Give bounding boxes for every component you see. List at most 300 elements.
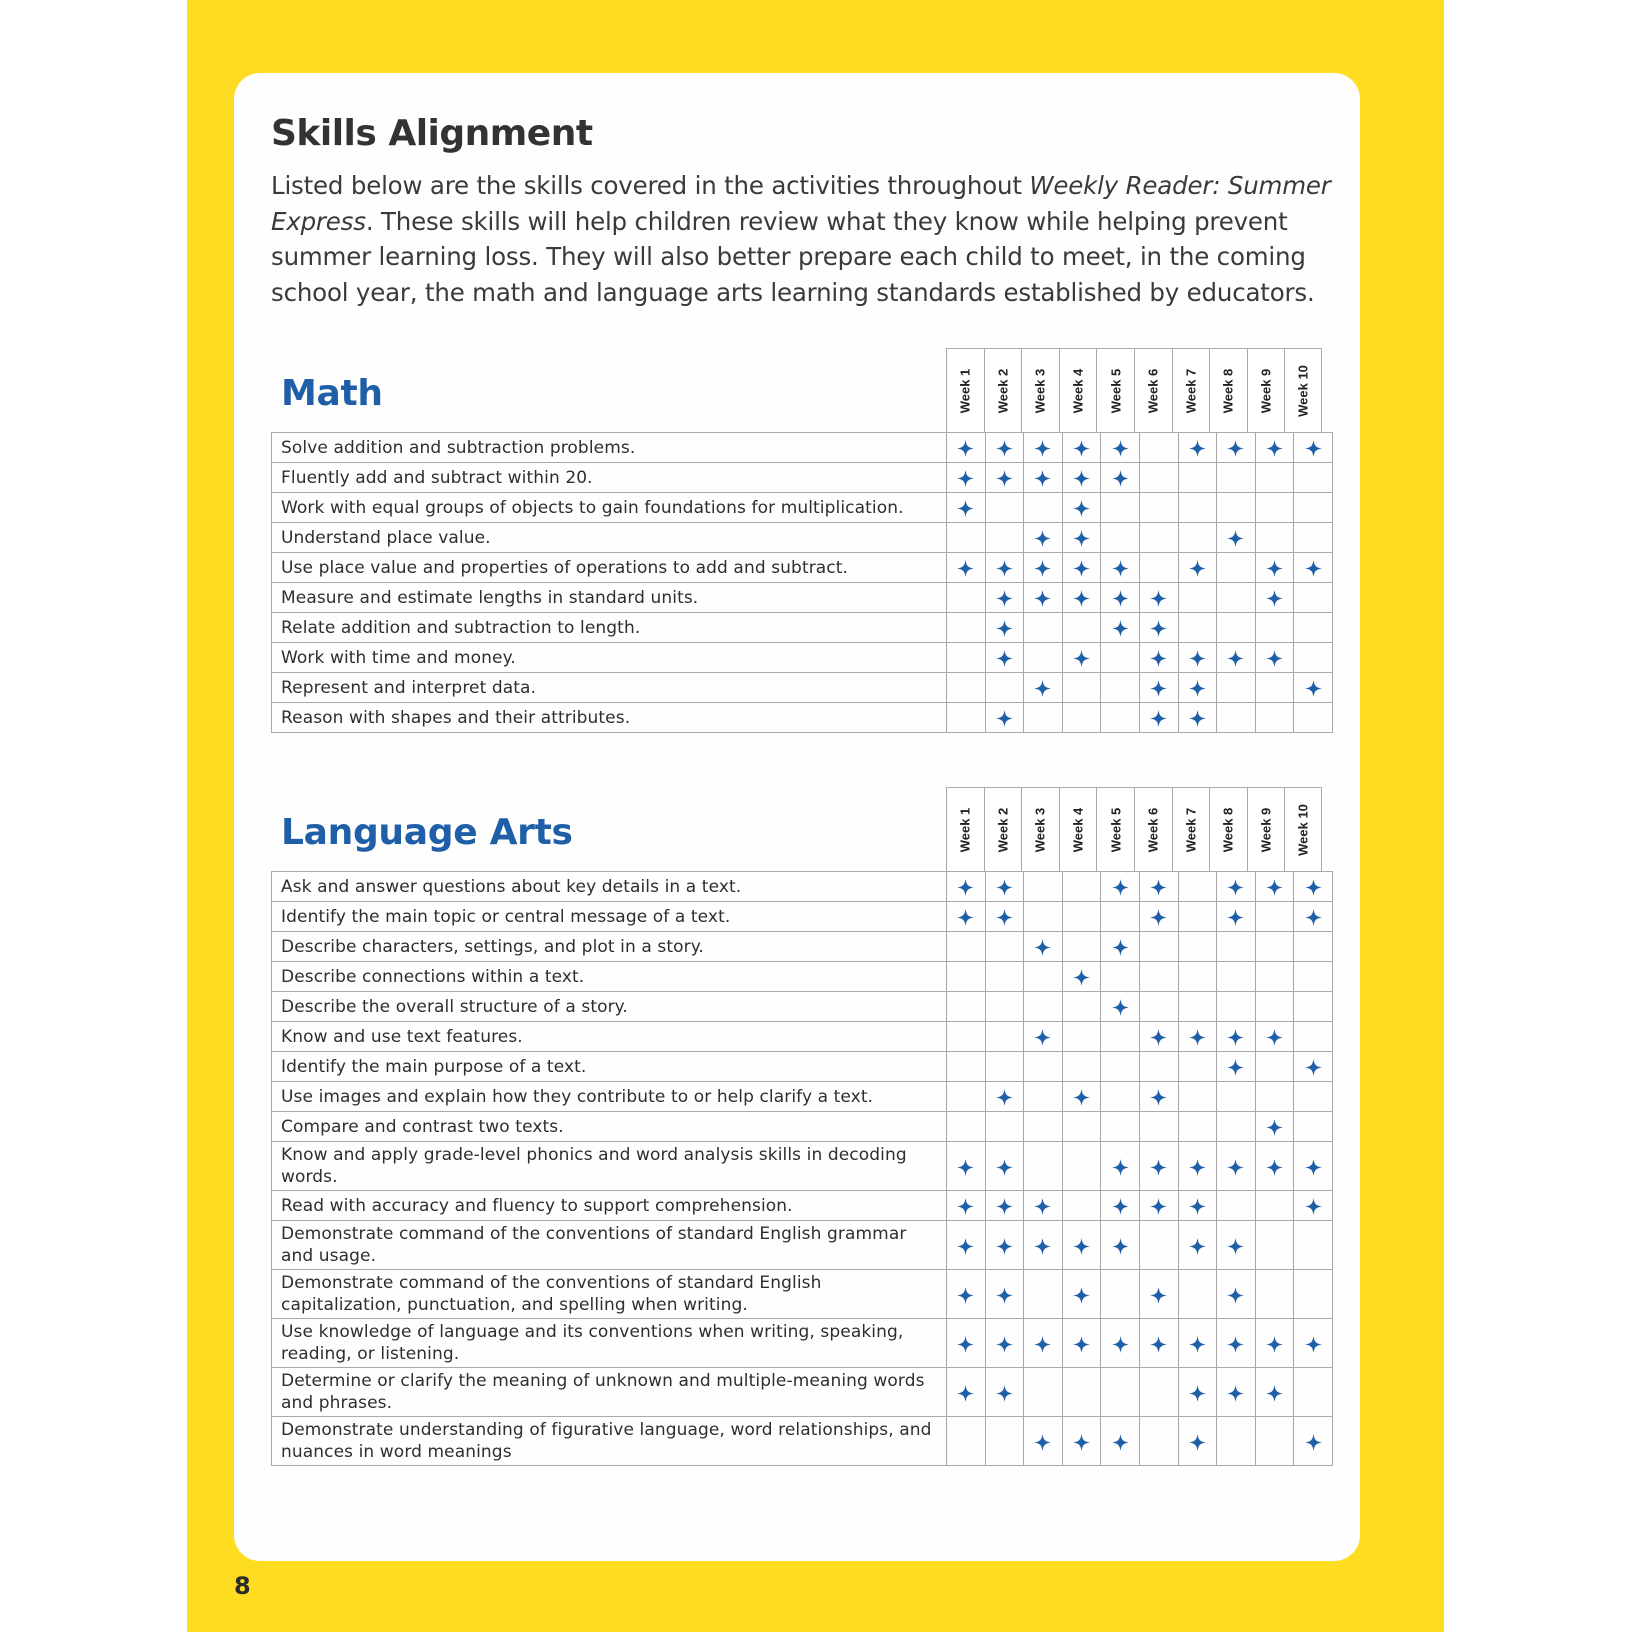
week-cell	[985, 1270, 1024, 1319]
week-cell	[985, 613, 1024, 643]
four-point-star-icon	[1112, 1336, 1129, 1353]
week-cell	[1062, 872, 1101, 902]
week-cell	[1139, 673, 1178, 703]
four-point-star-icon	[1305, 1336, 1322, 1353]
week-cell	[1024, 1221, 1063, 1270]
week-cell	[1255, 493, 1294, 523]
week-header-label: Week 3	[1032, 807, 1048, 852]
four-point-star-icon	[1305, 1434, 1322, 1451]
week-cell	[1255, 553, 1294, 583]
four-point-star-icon	[996, 560, 1013, 577]
four-point-star-icon	[1305, 560, 1322, 577]
four-point-star-icon	[1073, 650, 1090, 667]
four-point-star-icon	[1189, 440, 1206, 457]
table-row	[272, 962, 1333, 992]
week-cell	[947, 1368, 986, 1417]
week-cell	[1178, 992, 1217, 1022]
four-point-star-icon	[1189, 560, 1206, 577]
week-cell	[1139, 1082, 1178, 1112]
skill-label: Reason with shapes and their attributes.	[272, 703, 947, 733]
week-cell	[1178, 902, 1217, 932]
four-point-star-icon	[957, 470, 974, 487]
week-cell	[1217, 583, 1256, 613]
week-cell	[1294, 643, 1333, 673]
four-point-star-icon	[1150, 1029, 1167, 1046]
week-cell	[1178, 1142, 1217, 1191]
four-point-star-icon	[996, 1336, 1013, 1353]
week-cell	[1178, 1417, 1217, 1466]
table-row	[272, 643, 1333, 673]
four-point-star-icon	[957, 500, 974, 517]
skill-label: Demonstrate understanding of figurative language, word relationships, and nuances in word meanings	[272, 1417, 947, 1466]
week-cell	[1255, 1082, 1294, 1112]
four-point-star-icon	[1073, 560, 1090, 577]
week-cell	[947, 1142, 986, 1191]
week-cell	[1294, 1082, 1333, 1112]
week-cell	[1024, 1270, 1063, 1319]
week-cell	[947, 583, 986, 613]
four-point-star-icon	[1150, 909, 1167, 926]
week-cell	[1217, 902, 1256, 932]
week-cell	[1062, 703, 1101, 733]
skill-label: Describe connections within a text.	[272, 962, 947, 992]
four-point-star-icon	[1150, 1198, 1167, 1215]
week-cell	[1062, 1191, 1101, 1221]
week-cell	[1024, 1112, 1063, 1142]
week-cell	[1178, 703, 1217, 733]
four-point-star-icon	[996, 1287, 1013, 1304]
week-cell	[1217, 1142, 1256, 1191]
table-row	[272, 703, 1333, 733]
week-cell	[985, 1142, 1024, 1191]
four-point-star-icon	[1034, 1198, 1051, 1215]
skill-label: Identify the main topic or central message of a text.	[272, 902, 947, 932]
week-cell	[985, 433, 1024, 463]
week-cell	[1294, 1368, 1333, 1417]
week-column-headers	[946, 787, 1322, 871]
week-cell	[1101, 1191, 1140, 1221]
table-row	[272, 1368, 1333, 1417]
four-point-star-icon	[1150, 680, 1167, 697]
week-cell	[1101, 553, 1140, 583]
four-point-star-icon	[1266, 650, 1283, 667]
week-cell	[1062, 1022, 1101, 1052]
four-point-star-icon	[996, 590, 1013, 607]
week-cell	[985, 1368, 1024, 1417]
math-skills-table	[271, 432, 1333, 733]
week-cell	[985, 992, 1024, 1022]
week-cell	[1101, 613, 1140, 643]
four-point-star-icon	[1266, 1336, 1283, 1353]
skill-label: Know and apply grade-level phonics and word analysis skills in decoding words.	[272, 1142, 947, 1191]
four-point-star-icon	[1227, 1059, 1244, 1076]
skill-label: Demonstrate command of the conventions of standard English grammar and usage.	[272, 1221, 947, 1270]
four-point-star-icon	[1227, 1159, 1244, 1176]
week-cell	[1217, 433, 1256, 463]
week-cell	[947, 493, 986, 523]
four-point-star-icon	[1266, 879, 1283, 896]
week-cell	[1062, 992, 1101, 1022]
week-cell	[1024, 523, 1063, 553]
week-cell	[1101, 1142, 1140, 1191]
intro-text-start: Listed below are the skills covered in the activities throughout	[271, 171, 1030, 200]
week-header-label: Week 4	[1070, 807, 1086, 852]
table-row	[272, 932, 1333, 962]
week-cell	[1255, 1368, 1294, 1417]
week-cell	[1101, 962, 1140, 992]
week-cell	[1217, 1022, 1256, 1052]
four-point-star-icon	[1112, 999, 1129, 1016]
four-point-star-icon	[996, 1385, 1013, 1402]
table-row	[272, 1221, 1333, 1270]
four-point-star-icon	[1305, 1059, 1322, 1076]
week-header	[984, 787, 1022, 871]
week-cell	[1294, 1270, 1333, 1319]
week-cell	[1101, 1221, 1140, 1270]
four-point-star-icon	[1189, 1029, 1206, 1046]
week-cell	[1101, 1270, 1140, 1319]
week-cell	[1294, 1022, 1333, 1052]
four-point-star-icon	[957, 879, 974, 896]
table-row	[272, 992, 1333, 1022]
week-cell	[1139, 553, 1178, 583]
four-point-star-icon	[1150, 710, 1167, 727]
week-cell	[1024, 992, 1063, 1022]
week-cell	[1217, 1191, 1256, 1221]
week-cell	[1294, 1052, 1333, 1082]
week-cell	[985, 643, 1024, 673]
week-cell	[1178, 1022, 1217, 1052]
week-cell	[1217, 1082, 1256, 1112]
week-cell	[1139, 433, 1178, 463]
four-point-star-icon	[1305, 680, 1322, 697]
week-cell	[1178, 433, 1217, 463]
week-cell	[985, 703, 1024, 733]
week-cell	[1294, 1142, 1333, 1191]
week-cell	[1062, 1270, 1101, 1319]
table-row	[272, 1319, 1333, 1368]
week-cell	[947, 553, 986, 583]
language-arts-section	[271, 787, 1322, 1466]
week-cell	[1024, 932, 1063, 962]
skill-label: Ask and answer questions about key details in a text.	[272, 872, 947, 902]
week-cell	[1294, 583, 1333, 613]
four-point-star-icon	[996, 1089, 1013, 1106]
week-cell	[1178, 872, 1217, 902]
week-cell	[947, 1052, 986, 1082]
four-point-star-icon	[1189, 1336, 1206, 1353]
week-cell	[1062, 1221, 1101, 1270]
four-point-star-icon	[1227, 1287, 1244, 1304]
week-cell	[1139, 962, 1178, 992]
week-cell	[1062, 1142, 1101, 1191]
four-point-star-icon	[1150, 650, 1167, 667]
week-cell	[1178, 1112, 1217, 1142]
four-point-star-icon	[1112, 939, 1129, 956]
week-cell	[1062, 583, 1101, 613]
week-cell	[985, 1221, 1024, 1270]
skill-label: Use images and explain how they contribute to or help clarify a text.	[272, 1082, 947, 1112]
language-arts-header	[271, 787, 1322, 871]
week-cell	[1139, 1319, 1178, 1368]
week-cell	[1139, 1221, 1178, 1270]
week-header-label: Week 8	[1220, 807, 1236, 852]
week-cell	[1101, 932, 1140, 962]
week-header-label: Week 8	[1220, 368, 1236, 413]
four-point-star-icon	[1034, 560, 1051, 577]
intro-paragraph	[271, 168, 1331, 310]
four-point-star-icon	[996, 1159, 1013, 1176]
four-point-star-icon	[1227, 1385, 1244, 1402]
week-cell	[1178, 493, 1217, 523]
week-cell	[1101, 433, 1140, 463]
week-cell	[947, 1417, 986, 1466]
four-point-star-icon	[1073, 1287, 1090, 1304]
week-cell	[1217, 992, 1256, 1022]
four-point-star-icon	[1189, 1238, 1206, 1255]
week-cell	[1139, 902, 1178, 932]
week-cell	[1062, 1052, 1101, 1082]
week-cell	[1024, 1368, 1063, 1417]
week-cell	[1217, 962, 1256, 992]
week-cell	[1255, 962, 1294, 992]
skill-label: Fluently add and subtract within 20.	[272, 463, 947, 493]
table-row	[272, 673, 1333, 703]
skill-label: Use knowledge of language and its conventions when writing, speaking, reading, or listening.	[272, 1319, 947, 1368]
week-cell	[1024, 1142, 1063, 1191]
week-cell	[1024, 613, 1063, 643]
week-header	[1021, 348, 1059, 432]
four-point-star-icon	[1073, 440, 1090, 457]
week-cell	[1139, 1052, 1178, 1082]
week-header	[1172, 787, 1210, 871]
four-point-star-icon	[996, 440, 1013, 457]
week-header	[1096, 787, 1134, 871]
four-point-star-icon	[1112, 1198, 1129, 1215]
week-cell	[1139, 1417, 1178, 1466]
four-point-star-icon	[1189, 1385, 1206, 1402]
week-cell	[1101, 1368, 1140, 1417]
week-cell	[947, 962, 986, 992]
page-title: Skills Alignment	[271, 113, 593, 154]
table-row	[272, 613, 1333, 643]
week-cell	[947, 523, 986, 553]
week-header-label: Week 1	[957, 807, 973, 852]
week-cell	[1217, 1319, 1256, 1368]
week-cell	[1217, 1221, 1256, 1270]
week-cell	[1255, 1221, 1294, 1270]
week-cell	[1101, 1052, 1140, 1082]
week-cell	[1255, 1191, 1294, 1221]
week-cell	[1101, 643, 1140, 673]
four-point-star-icon	[1189, 1434, 1206, 1451]
week-cell	[1024, 463, 1063, 493]
four-point-star-icon	[1227, 909, 1244, 926]
skill-label: Understand place value.	[272, 523, 947, 553]
week-cell	[1024, 433, 1063, 463]
week-cell	[1101, 493, 1140, 523]
week-cell	[1255, 583, 1294, 613]
four-point-star-icon	[996, 620, 1013, 637]
four-point-star-icon	[1112, 1434, 1129, 1451]
week-cell	[1139, 1191, 1178, 1221]
week-cell	[1217, 493, 1256, 523]
week-cell	[1217, 872, 1256, 902]
week-cell	[1294, 703, 1333, 733]
week-cell	[1101, 1082, 1140, 1112]
week-cell	[1101, 673, 1140, 703]
week-cell	[1255, 1022, 1294, 1052]
four-point-star-icon	[1227, 1238, 1244, 1255]
week-cell	[1294, 433, 1333, 463]
week-cell	[1139, 872, 1178, 902]
four-point-star-icon	[957, 1238, 974, 1255]
table-row	[272, 1022, 1333, 1052]
four-point-star-icon	[1266, 590, 1283, 607]
week-cell	[1178, 523, 1217, 553]
week-header-label: Week 2	[995, 368, 1011, 413]
week-column-headers	[946, 348, 1322, 432]
week-cell	[985, 1417, 1024, 1466]
skill-label: Determine or clarify the meaning of unknown and multiple-meaning words and phrases.	[272, 1368, 947, 1417]
week-cell	[1139, 463, 1178, 493]
week-header	[1284, 787, 1322, 871]
week-cell	[985, 1052, 1024, 1082]
week-header	[946, 787, 984, 871]
week-cell	[947, 1221, 986, 1270]
table-row	[272, 872, 1333, 902]
week-cell	[1139, 1142, 1178, 1191]
week-cell	[1024, 1052, 1063, 1082]
week-cell	[1062, 902, 1101, 932]
four-point-star-icon	[1266, 1029, 1283, 1046]
week-cell	[1255, 613, 1294, 643]
week-cell	[947, 613, 986, 643]
week-cell	[1101, 872, 1140, 902]
four-point-star-icon	[957, 560, 974, 577]
four-point-star-icon	[1189, 650, 1206, 667]
four-point-star-icon	[1305, 1159, 1322, 1176]
week-cell	[1294, 523, 1333, 553]
week-cell	[1217, 553, 1256, 583]
four-point-star-icon	[1227, 650, 1244, 667]
week-cell	[1139, 703, 1178, 733]
four-point-star-icon	[1073, 500, 1090, 517]
week-cell	[1024, 1191, 1063, 1221]
week-cell	[1139, 1022, 1178, 1052]
four-point-star-icon	[957, 1336, 974, 1353]
week-cell	[1139, 583, 1178, 613]
week-cell	[1294, 493, 1333, 523]
four-point-star-icon	[1227, 879, 1244, 896]
four-point-star-icon	[996, 470, 1013, 487]
week-cell	[1255, 463, 1294, 493]
week-header-label: Week 1	[957, 368, 973, 413]
week-header	[984, 348, 1022, 432]
week-cell	[1217, 1368, 1256, 1417]
four-point-star-icon	[1034, 1434, 1051, 1451]
four-point-star-icon	[1112, 470, 1129, 487]
week-cell	[1294, 1319, 1333, 1368]
four-point-star-icon	[1189, 710, 1206, 727]
week-cell	[1294, 1221, 1333, 1270]
week-header	[1134, 348, 1172, 432]
week-cell	[1139, 932, 1178, 962]
week-cell	[985, 1319, 1024, 1368]
week-cell	[1294, 463, 1333, 493]
week-cell	[1139, 493, 1178, 523]
week-cell	[985, 962, 1024, 992]
week-cell	[1255, 1270, 1294, 1319]
week-cell	[1139, 523, 1178, 553]
four-point-star-icon	[1034, 470, 1051, 487]
table-row	[272, 433, 1333, 463]
week-cell	[1294, 1417, 1333, 1466]
week-cell	[1294, 613, 1333, 643]
skill-label: Read with accuracy and fluency to support comprehension.	[272, 1191, 947, 1221]
week-cell	[1255, 433, 1294, 463]
week-cell	[947, 1022, 986, 1052]
week-cell	[1178, 553, 1217, 583]
section-title-math: Math	[281, 373, 383, 414]
week-cell	[1101, 523, 1140, 553]
week-cell	[1294, 872, 1333, 902]
four-point-star-icon	[957, 440, 974, 457]
week-header-label: Week 7	[1183, 807, 1199, 852]
four-point-star-icon	[1189, 680, 1206, 697]
four-point-star-icon	[1073, 1336, 1090, 1353]
week-cell	[1062, 553, 1101, 583]
week-cell	[1101, 703, 1140, 733]
week-cell	[985, 523, 1024, 553]
week-cell	[947, 1082, 986, 1112]
week-cell	[1255, 902, 1294, 932]
math-header	[271, 348, 1322, 432]
week-cell	[1024, 1022, 1063, 1052]
week-cell	[1255, 1052, 1294, 1082]
week-cell	[1178, 643, 1217, 673]
four-point-star-icon	[1034, 530, 1051, 547]
week-cell	[1294, 962, 1333, 992]
four-point-star-icon	[1227, 1336, 1244, 1353]
book-title: Weekly Reader: Summer Express	[271, 171, 1331, 236]
week-header-label: Week 7	[1183, 368, 1199, 413]
week-cell	[985, 1191, 1024, 1221]
week-cell	[947, 992, 986, 1022]
week-cell	[1024, 493, 1063, 523]
four-point-star-icon	[1034, 1238, 1051, 1255]
week-cell	[985, 583, 1024, 613]
page-number: 8	[234, 1572, 251, 1600]
four-point-star-icon	[1073, 1434, 1090, 1451]
week-cell	[1139, 1368, 1178, 1417]
four-point-star-icon	[1189, 1198, 1206, 1215]
week-cell	[1217, 523, 1256, 553]
week-cell	[1101, 1112, 1140, 1142]
four-point-star-icon	[1073, 470, 1090, 487]
four-point-star-icon	[1034, 1029, 1051, 1046]
table-row	[272, 1142, 1333, 1191]
table-row	[272, 1082, 1333, 1112]
four-point-star-icon	[996, 650, 1013, 667]
week-cell	[1217, 932, 1256, 962]
week-cell	[1294, 992, 1333, 1022]
four-point-star-icon	[996, 1238, 1013, 1255]
week-cell	[1178, 673, 1217, 703]
week-cell	[1217, 463, 1256, 493]
skill-label: Work with time and money.	[272, 643, 947, 673]
week-cell	[1255, 673, 1294, 703]
